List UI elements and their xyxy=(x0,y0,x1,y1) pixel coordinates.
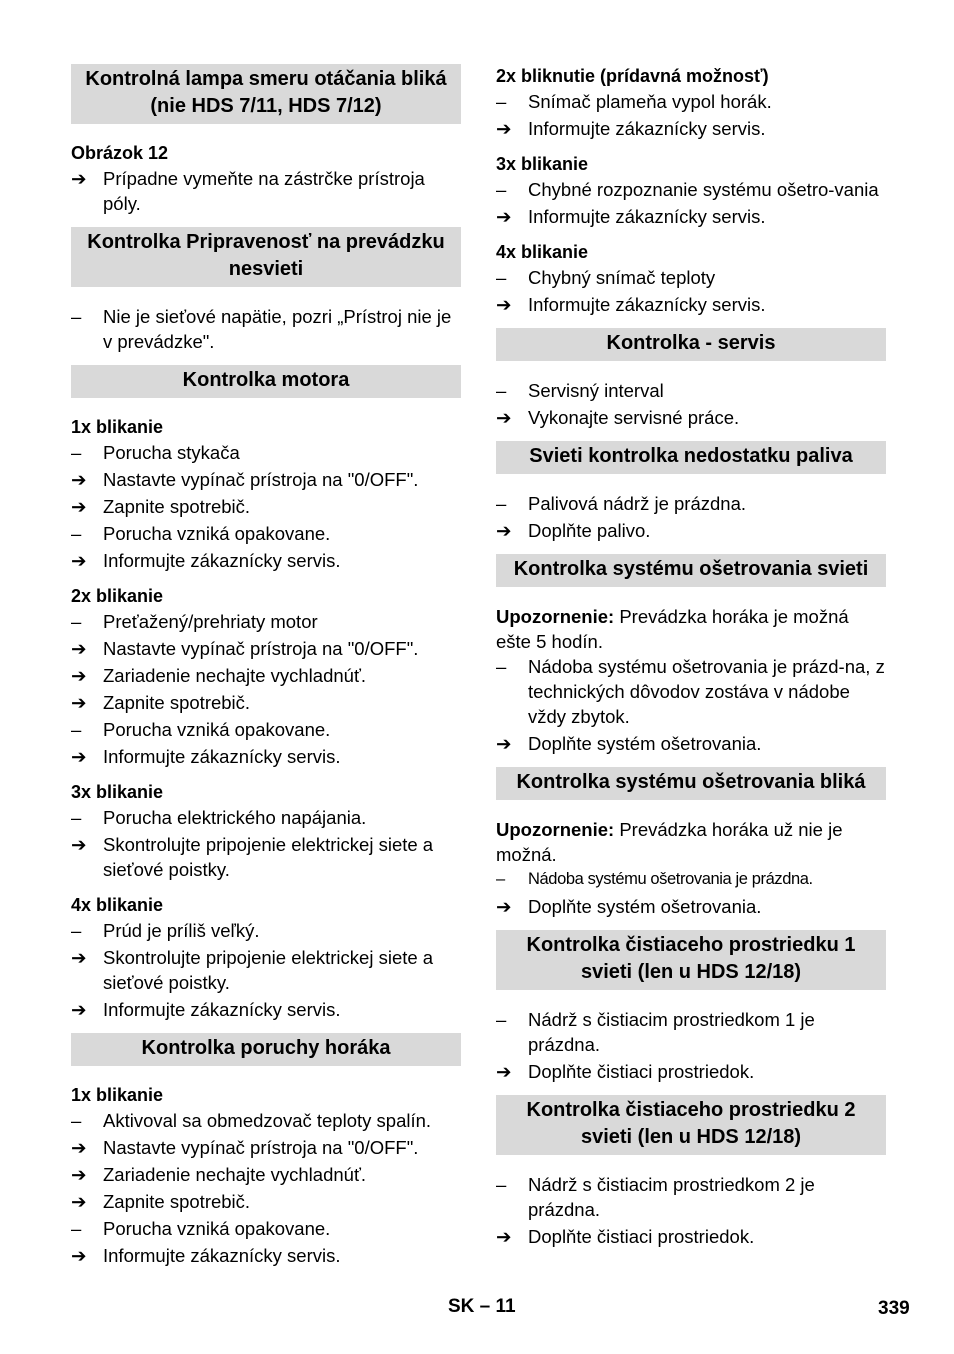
condition-item xyxy=(71,1108,461,1133)
instruction-item xyxy=(71,1162,461,1187)
item-text: Nádrž s čistiacim prostriedkom 2 je prázdna. xyxy=(528,1174,815,1220)
instruction-item xyxy=(71,663,461,688)
instruction-item xyxy=(496,116,886,141)
section-heading: Kontrolka systému ošetrovania bliká xyxy=(496,767,886,800)
condition-item xyxy=(71,609,461,634)
condition-item xyxy=(496,378,886,403)
arrow-icon: ➔ xyxy=(71,496,87,517)
condition-item xyxy=(71,805,461,830)
arrow-icon: ➔ xyxy=(496,118,512,139)
item-text: Zariadenie nechajte vychladnúť. xyxy=(103,1164,367,1185)
item-text: Chybný snímač teploty xyxy=(528,267,716,288)
condition-item xyxy=(71,717,461,742)
instruction-item xyxy=(496,1059,886,1084)
dash-icon: – xyxy=(496,179,507,200)
arrow-icon: ➔ xyxy=(71,746,87,767)
arrow-icon: ➔ xyxy=(71,1164,87,1185)
condition-item xyxy=(71,440,461,465)
instruction-item xyxy=(71,1135,461,1160)
item-text: Informujte zákaznícky servis. xyxy=(528,206,766,227)
arrow-icon: ➔ xyxy=(496,733,512,754)
item-text: Porucha vzniká opakovane. xyxy=(103,523,331,544)
item-text: Informujte zákaznícky servis. xyxy=(528,294,766,315)
item-text: Nastavte vypínač prístroja na "0/OFF". xyxy=(103,638,419,659)
section-heading: Kontrolka - servis xyxy=(496,328,886,361)
instruction-item xyxy=(496,731,886,756)
arrow-icon: ➔ xyxy=(496,206,512,227)
arrow-icon: ➔ xyxy=(71,1245,87,1266)
condition-item xyxy=(71,1216,461,1241)
note-paragraph xyxy=(496,604,886,654)
arrow-icon: ➔ xyxy=(496,1061,512,1082)
instruction-item xyxy=(496,894,886,919)
item-text: Vykonajte servisné práce. xyxy=(528,407,740,428)
item-text: Informujte zákaznícky servis. xyxy=(103,550,341,571)
arrow-icon: ➔ xyxy=(71,168,87,189)
condition-item xyxy=(496,89,886,114)
item-text: Doplňte čistiaci prostriedok. xyxy=(528,1226,755,1247)
instruction-item xyxy=(71,832,461,882)
condition-item xyxy=(71,918,461,943)
instruction-item xyxy=(71,548,461,573)
arrow-icon: ➔ xyxy=(496,896,512,917)
item-text: Zapnite spotrebič. xyxy=(103,496,251,517)
item-text: Prúd je príliš veľký. xyxy=(103,920,260,941)
condition-item xyxy=(71,521,461,546)
dash-icon: – xyxy=(496,380,507,401)
arrow-icon: ➔ xyxy=(71,947,87,968)
arrow-icon: ➔ xyxy=(71,692,87,713)
instruction-item xyxy=(71,166,461,216)
subheading: 3x blikanie xyxy=(496,154,589,174)
dash-icon: – xyxy=(71,442,82,463)
instruction-item xyxy=(496,518,886,543)
arrow-icon: ➔ xyxy=(71,469,87,490)
footer-section-code: SK – 11 xyxy=(448,1296,516,1317)
item-text: Nie je sieťové napätie, pozri „Prístroj nie je v prevádzke". xyxy=(103,306,452,352)
instruction-item xyxy=(71,690,461,715)
instruction-item xyxy=(71,1189,461,1214)
item-text: Doplňte palivo. xyxy=(528,520,651,541)
dash-icon: – xyxy=(71,306,82,327)
item-text: Preťažený/prehriaty motor xyxy=(103,611,318,632)
right-column xyxy=(496,64,886,1251)
subheading: 1x blikanie xyxy=(71,417,164,437)
subheading: Obrázok 12 xyxy=(71,143,169,163)
dash-icon: – xyxy=(71,523,82,544)
note-text: Prevádzka horáka je možná ešte 5 hodín. xyxy=(496,606,849,652)
section-heading: Kontrolka Pripravenosť na prevádzku nesvieti xyxy=(71,227,461,287)
dash-icon: – xyxy=(71,920,82,941)
dash-icon: – xyxy=(496,267,507,288)
instruction-item xyxy=(496,292,886,317)
footer-page-number: 339 xyxy=(878,1298,910,1319)
condition-item xyxy=(496,491,886,516)
item-text: Doplňte čistiaci prostriedok. xyxy=(528,1061,755,1082)
dash-icon: – xyxy=(71,719,82,740)
item-text: Chybné rozpoznanie systému ošetro-vania xyxy=(528,179,879,200)
arrow-icon: ➔ xyxy=(496,407,512,428)
arrow-icon: ➔ xyxy=(71,1191,87,1212)
instruction-item xyxy=(71,997,461,1022)
subheading: 2x bliknutie (prídavná možnosť) xyxy=(496,66,769,86)
item-text: Zariadenie nechajte vychladnúť. xyxy=(103,665,367,686)
section-heading: Kontrolka poruchy horáka xyxy=(71,1033,461,1066)
subheading: 4x blikanie xyxy=(496,242,589,262)
item-text: Informujte zákaznícky servis. xyxy=(103,746,341,767)
item-text: Nastavte vypínač prístroja na "0/OFF". xyxy=(103,1137,419,1158)
instruction-item xyxy=(71,467,461,492)
dash-icon: – xyxy=(496,1009,507,1030)
condition-item xyxy=(496,867,886,892)
instruction-item xyxy=(71,494,461,519)
condition-item xyxy=(496,1007,886,1057)
item-text: Porucha elektrického napájania. xyxy=(103,807,367,828)
condition-item xyxy=(496,1172,886,1222)
item-text: Doplňte systém ošetrovania. xyxy=(528,733,762,754)
item-text: Informujte zákaznícky servis. xyxy=(103,1245,341,1266)
item-text: Palivová nádrž je prázdna. xyxy=(528,493,747,514)
dash-icon: – xyxy=(71,611,82,632)
subheading: 4x blikanie xyxy=(71,895,164,915)
instruction-item xyxy=(71,945,461,995)
instruction-item xyxy=(496,405,886,430)
instruction-item xyxy=(71,744,461,769)
item-text: Nádrž s čistiacim prostriedkom 1 je prázdna. xyxy=(528,1009,815,1055)
subheading: 1x blikanie xyxy=(71,1085,164,1105)
arrow-icon: ➔ xyxy=(71,834,87,855)
item-text: Porucha vzniká opakovane. xyxy=(103,1218,331,1239)
item-text: Snímač plameňa vypol horák. xyxy=(528,91,772,112)
section-heading: Svieti kontrolka nedostatku paliva xyxy=(496,441,886,474)
dash-icon: – xyxy=(71,1218,82,1239)
item-text: Skontrolujte pripojenie elektrickej siete a sieťové poistky. xyxy=(103,947,434,993)
item-text: Servisný interval xyxy=(528,380,664,401)
subheading: 3x blikanie xyxy=(71,782,164,802)
note-paragraph xyxy=(496,817,886,867)
condition-item xyxy=(71,304,461,354)
item-text: Doplňte systém ošetrovania. xyxy=(528,896,762,917)
item-text: Informujte zákaznícky servis. xyxy=(528,118,766,139)
item-text: Informujte zákaznícky servis. xyxy=(103,999,341,1020)
arrow-icon: ➔ xyxy=(496,1226,512,1247)
instruction-item xyxy=(71,1243,461,1268)
note-label: Upozornenie: xyxy=(496,819,615,840)
condition-item xyxy=(496,654,886,729)
dash-icon: – xyxy=(496,91,507,112)
dash-icon: – xyxy=(71,807,82,828)
item-text: Prípadne vymeňte na zástrčke prístroja póly. xyxy=(103,168,425,214)
left-column xyxy=(71,64,461,1270)
item-text: Aktivoval sa obmedzovač teploty spalín. xyxy=(103,1110,432,1131)
section-heading: Kontrolka motora xyxy=(71,365,461,398)
dash-icon: – xyxy=(496,493,507,514)
arrow-icon: ➔ xyxy=(71,665,87,686)
item-text: Zapnite spotrebič. xyxy=(103,1191,251,1212)
arrow-icon: ➔ xyxy=(496,520,512,541)
instruction-item xyxy=(496,204,886,229)
item-text: Skontrolujte pripojenie elektrickej siete a sieťové poistky. xyxy=(103,834,434,880)
item-text: Zapnite spotrebič. xyxy=(103,692,251,713)
item-text: Nádoba systému ošetrovania je prázdna. xyxy=(528,870,813,888)
dash-icon: – xyxy=(496,870,505,888)
arrow-icon: ➔ xyxy=(71,550,87,571)
arrow-icon: ➔ xyxy=(496,294,512,315)
condition-item xyxy=(496,177,886,202)
instruction-item xyxy=(71,636,461,661)
section-heading: Kontrolná lampa smeru otáčania bliká (nie HDS 7/11, HDS 7/12) xyxy=(71,64,461,124)
item-text: Porucha vzniká opakovane. xyxy=(103,719,331,740)
note-text: Prevádzka horáka už nie je možná. xyxy=(496,819,843,865)
condition-item xyxy=(496,265,886,290)
section-heading: Kontrolka systému ošetrovania svieti xyxy=(496,554,886,587)
note-label: Upozornenie: xyxy=(496,606,615,627)
arrow-icon: ➔ xyxy=(71,638,87,659)
dash-icon: – xyxy=(496,1174,507,1195)
subheading: 2x blikanie xyxy=(71,586,164,606)
item-text: Nádoba systému ošetrovania je prázd-na, z technických dôvodov zostáva v nádobe vždy zbytok. xyxy=(528,656,885,727)
instruction-item xyxy=(496,1224,886,1249)
section-heading: Kontrolka čistiaceho prostriedku 2 svieti (len u HDS 12/18) xyxy=(496,1095,886,1155)
section-heading: Kontrolka čistiaceho prostriedku 1 svieti (len u HDS 12/18) xyxy=(496,930,886,990)
dash-icon: – xyxy=(71,1110,82,1131)
arrow-icon: ➔ xyxy=(71,1137,87,1158)
item-text: Porucha stykača xyxy=(103,442,240,463)
arrow-icon: ➔ xyxy=(71,999,87,1020)
item-text: Nastavte vypínač prístroja na "0/OFF". xyxy=(103,469,419,490)
dash-icon: – xyxy=(496,656,507,677)
